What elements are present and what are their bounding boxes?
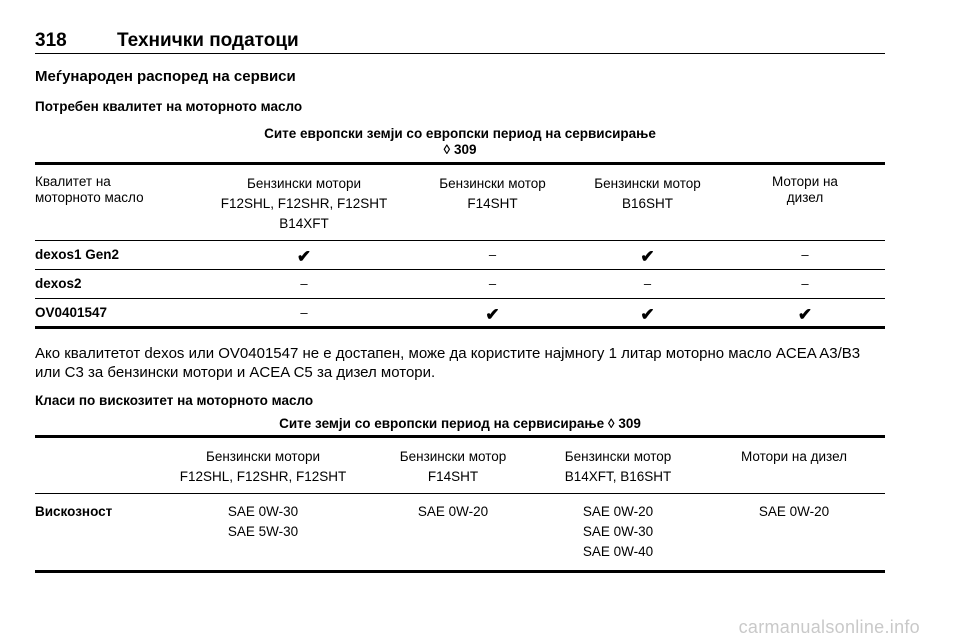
table-cell <box>373 494 533 572</box>
header-line: Мотори на <box>772 174 838 189</box>
oil-note: Ако квалитетот dexos или OV0401547 не е достапен, може да користите најмногу 1 литар моторно масло ACEA A3/B3 или C3 за бензински мотори и ACEA C5 за дизел мотори. <box>35 345 861 381</box>
watermark: carmanualsonline.info <box>738 617 920 637</box>
viscosity-title: Класи по вискозитет на моторното масло <box>35 393 314 408</box>
table-cell: – <box>725 241 885 270</box>
header-line: Бензински мотор <box>594 176 701 191</box>
table-cell: – <box>725 270 885 299</box>
header-line: F14SHT <box>427 469 479 484</box>
reference-arrow-icon: ◊ <box>443 142 451 157</box>
row-label: dexos1 Gen2 <box>35 241 193 270</box>
header-line: моторното масло <box>35 190 144 205</box>
oil-quality-caption <box>35 126 885 158</box>
cell-line: SAE 0W-30 <box>227 504 299 519</box>
table-cell: – <box>415 241 570 270</box>
table-cell: – <box>415 270 570 299</box>
header-line: Мотори на дизел <box>740 449 848 464</box>
header-line: B16SHT <box>621 196 674 211</box>
table-cell <box>153 494 373 572</box>
section-title: Меѓународен распоред на сервиси <box>35 68 296 85</box>
table-cell: ✔ <box>193 241 415 270</box>
cell-line: SAE 5W-30 <box>227 524 299 539</box>
viscosity-caption <box>35 416 885 432</box>
oil-quality-caption-ref[interactable]: 309 <box>453 142 477 157</box>
column-header <box>725 164 885 241</box>
table-header-row <box>35 164 885 241</box>
table-cell: – <box>193 270 415 299</box>
table-header-row <box>35 437 885 494</box>
row-label: OV0401547 <box>35 305 108 320</box>
table-row <box>35 299 885 328</box>
header-line: B14XFT <box>279 216 329 231</box>
column-header <box>153 437 373 494</box>
table-cell: ✔ <box>640 305 655 324</box>
header-line: Бензински мотори <box>205 449 321 464</box>
header-line: F12SHL, F12SHR, F12SHT <box>179 469 347 484</box>
page-number: 318 <box>35 30 67 51</box>
header-line: Бензински мотор <box>399 449 507 464</box>
row-label: Вискозност <box>35 504 113 519</box>
header-line: F14SHT <box>467 196 518 211</box>
cell-line: SAE 0W-20 <box>758 504 830 519</box>
table-row <box>35 241 885 270</box>
cell-line: SAE 0W-40 <box>582 544 654 559</box>
column-header <box>570 164 725 241</box>
viscosity-table <box>35 435 885 573</box>
table-row <box>35 270 885 299</box>
header-line: B14XFT, B16SHT <box>564 469 672 484</box>
table-cell: ✔ <box>485 305 500 324</box>
oil-quality-title: Потребен квалитет на моторното масло <box>35 99 303 114</box>
header-line: Бензински мотори <box>246 176 362 191</box>
table-row <box>35 494 885 572</box>
header-line: Бензински мотор <box>564 449 672 464</box>
oil-quality-caption-text: Сите европски земји со европски период на сервисирање <box>264 126 656 141</box>
page-header <box>35 28 885 54</box>
header-line: F12SHL, F12SHR, F12SHT <box>220 196 388 211</box>
table-cell <box>533 494 703 572</box>
header-line: дизел <box>786 190 824 205</box>
viscosity-caption-ref[interactable]: 309 <box>618 416 641 431</box>
column-header <box>35 164 193 241</box>
column-header <box>373 437 533 494</box>
cell-line: SAE 0W-30 <box>582 524 654 539</box>
viscosity-caption-text: Сите земји со европски период на сервисирање <box>279 416 605 431</box>
table-cell: – <box>300 305 308 320</box>
header-line: Бензински мотор <box>439 176 546 191</box>
cell-line: SAE 0W-20 <box>582 504 654 519</box>
table-cell <box>703 494 885 572</box>
table-cell: – <box>570 270 725 299</box>
oil-quality-table <box>35 162 885 329</box>
column-header <box>703 437 885 494</box>
table-cell: ✔ <box>570 241 725 270</box>
column-header <box>193 164 415 241</box>
row-label: dexos2 <box>35 270 193 299</box>
column-header <box>533 437 703 494</box>
column-header <box>415 164 570 241</box>
column-header <box>35 437 153 494</box>
header-line: Квалитет на <box>35 174 111 189</box>
reference-arrow-icon: ◊ <box>607 416 615 431</box>
cell-line: SAE 0W-20 <box>417 504 489 519</box>
table-cell: ✔ <box>797 305 813 324</box>
page-title: Технички податоци <box>117 30 299 51</box>
